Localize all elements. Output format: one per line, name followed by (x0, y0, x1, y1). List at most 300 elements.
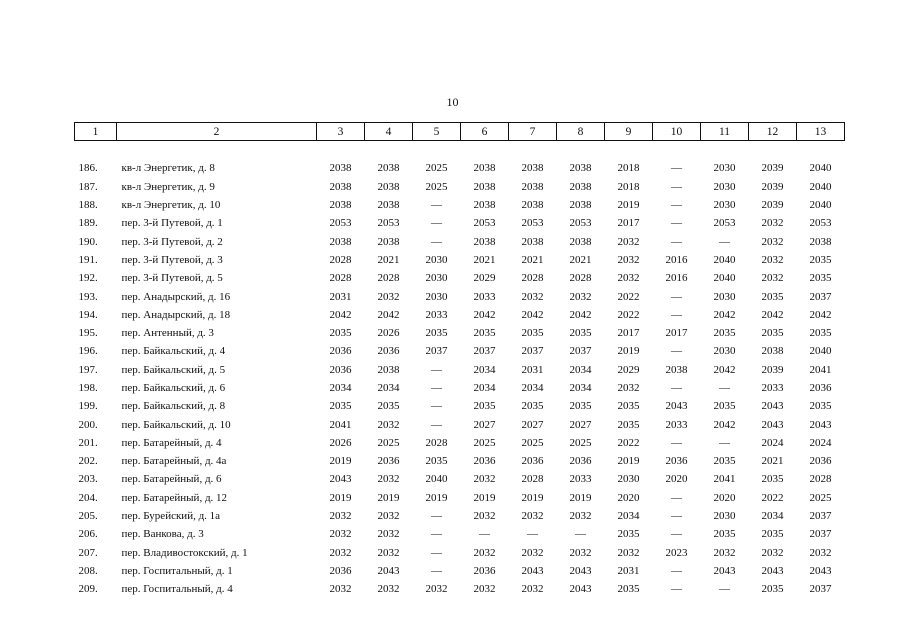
year-cell: 2043 (761, 564, 784, 577)
year-cell: 2032 (617, 272, 640, 285)
year-cell: 2019 (617, 455, 640, 468)
year-cell: 2038 (377, 162, 400, 175)
year-cell: 2035 (329, 400, 352, 413)
year-cell: 2037 (473, 345, 496, 358)
year-cell: 2053 (329, 217, 352, 230)
table-row (75, 562, 845, 580)
year-cell: 2035 (809, 253, 832, 266)
year-cell: — (671, 436, 682, 449)
year-cell: 2030 (713, 199, 736, 212)
year-cell: — (479, 528, 490, 541)
year-cell: 2035 (713, 528, 736, 541)
year-cell: 2042 (473, 308, 496, 321)
year-cell: 2038 (473, 235, 496, 248)
year-cell: 2024 (809, 436, 832, 449)
year-cell: 2043 (809, 418, 832, 431)
address-cell: пер. Байкальский, д. 8 (121, 400, 226, 413)
row-number: 186. (78, 162, 98, 175)
year-cell: 2034 (569, 363, 592, 376)
year-cell: 2042 (713, 363, 736, 376)
table-row (75, 544, 845, 562)
year-cell: 2038 (377, 235, 400, 248)
header-row (75, 123, 845, 141)
year-cell: 2028 (425, 436, 448, 449)
address-cell: пер. 3-й Путевой, д. 3 (121, 253, 223, 266)
year-cell: 2043 (761, 400, 784, 413)
row-number: 208. (78, 564, 98, 577)
year-cell: 2038 (521, 235, 544, 248)
year-cell: 2035 (761, 327, 784, 340)
year-cell: — (671, 583, 682, 596)
year-cell: 2038 (377, 199, 400, 212)
year-cell: 2028 (521, 272, 544, 285)
year-cell: 2032 (329, 510, 352, 523)
year-cell: 2032 (473, 546, 496, 559)
year-cell: 2032 (329, 528, 352, 541)
year-cell: 2037 (809, 510, 832, 523)
year-cell: 2033 (761, 382, 784, 394)
year-cell: 2036 (473, 455, 496, 468)
year-cell: 2035 (521, 400, 544, 413)
year-cell: 2032 (329, 583, 352, 596)
year-cell: 2031 (329, 290, 352, 303)
year-cell: 2022 (761, 491, 784, 504)
table-row (75, 397, 845, 415)
year-cell: — (431, 528, 442, 541)
year-cell: 2025 (425, 180, 448, 193)
table-row (75, 306, 845, 324)
row-number: 197. (78, 363, 98, 376)
year-cell: 2038 (329, 235, 352, 248)
year-cell: 2022 (617, 436, 640, 449)
year-cell: 2032 (761, 217, 784, 230)
table-row (75, 470, 845, 488)
year-cell: 2037 (809, 290, 832, 303)
year-cell: 2037 (425, 345, 448, 358)
year-cell: 2028 (809, 473, 832, 486)
row-number: 189. (78, 217, 98, 230)
address-cell: пер. Госпитальный, д. 4 (121, 583, 233, 596)
year-cell: — (671, 564, 682, 577)
row-number: 207. (78, 546, 98, 559)
address-cell: пер. Батарейный, д. 4 (121, 436, 222, 449)
year-cell: 2021 (473, 253, 496, 266)
year-cell: 2032 (377, 528, 400, 541)
year-cell: 2032 (521, 290, 544, 303)
year-cell: 2019 (329, 455, 352, 468)
address-cell: пер. Владивостокский, д. 1 (121, 546, 248, 559)
address-cell: пер. Анадырский, д. 18 (121, 308, 231, 321)
year-cell: 2034 (473, 382, 496, 394)
year-cell: 2025 (521, 436, 544, 449)
year-cell: 2033 (425, 308, 448, 321)
column-header: 6 (461, 123, 509, 141)
year-cell: 2041 (809, 363, 832, 376)
year-cell: 2039 (761, 363, 784, 376)
year-cell: 2039 (761, 180, 784, 193)
year-cell: 2024 (761, 436, 784, 449)
year-cell: — (671, 382, 682, 394)
year-cell: 2043 (665, 400, 688, 413)
year-cell: 2038 (569, 199, 592, 212)
table-row (75, 159, 845, 177)
year-cell: 2019 (473, 491, 496, 504)
year-cell: 2038 (329, 199, 352, 212)
row-number: 206. (78, 528, 98, 541)
year-cell: 2030 (713, 180, 736, 193)
year-cell: 2036 (377, 455, 400, 468)
year-cell: 2035 (329, 327, 352, 340)
year-cell: 2032 (377, 290, 400, 303)
address-cell: пер. Байкальский, д. 10 (121, 418, 231, 431)
year-cell: 2038 (665, 363, 688, 376)
column-header: 12 (749, 123, 797, 141)
table-row (75, 525, 845, 543)
year-cell: — (431, 418, 442, 431)
year-cell: 2038 (569, 180, 592, 193)
year-cell: 2038 (329, 180, 352, 193)
table-row (75, 379, 845, 397)
year-cell: 2040 (809, 345, 832, 358)
address-cell: пер. 3-й Путевой, д. 1 (121, 217, 223, 230)
year-cell: 2017 (665, 327, 688, 340)
year-cell: — (671, 217, 682, 230)
year-cell: 2036 (809, 382, 832, 394)
row-number: 201. (78, 436, 98, 449)
table-row (75, 232, 845, 250)
year-cell: — (719, 436, 730, 449)
column-header: 3 (317, 123, 365, 141)
year-cell: 2033 (473, 290, 496, 303)
year-cell: 2026 (377, 327, 400, 340)
year-cell: — (431, 564, 442, 577)
year-cell: 2020 (713, 491, 736, 504)
year-cell: 2053 (377, 217, 400, 230)
table-row (75, 196, 845, 214)
year-cell: 2030 (713, 510, 736, 523)
year-cell: 2031 (521, 363, 544, 376)
year-cell: 2041 (329, 418, 352, 431)
year-cell: — (671, 528, 682, 541)
year-cell: 2038 (569, 162, 592, 175)
year-cell: 2043 (569, 583, 592, 596)
year-cell: 2032 (617, 235, 640, 248)
year-cell: 2036 (329, 564, 352, 577)
year-cell: 2035 (569, 400, 592, 413)
address-cell: пер. Госпитальный, д. 1 (121, 564, 233, 577)
year-cell: 2032 (617, 382, 640, 394)
address-cell: пер. Антенный, д. 3 (121, 327, 214, 340)
column-header: 7 (509, 123, 557, 141)
year-cell: 2034 (761, 510, 784, 523)
year-cell: 2032 (521, 546, 544, 559)
year-cell: 2039 (761, 199, 784, 212)
address-cell: пер. 3-й Путевой, д. 5 (121, 272, 223, 285)
address-cell: пер. Бурейский, д. 1а (121, 510, 221, 523)
year-cell: 2032 (809, 546, 832, 559)
row-number: 187. (78, 180, 98, 193)
year-cell: 2038 (809, 235, 832, 248)
year-cell: 2053 (713, 217, 736, 230)
year-cell: — (671, 162, 682, 175)
year-cell: 2022 (617, 290, 640, 303)
row-number: 192. (78, 272, 98, 285)
year-cell: 2043 (809, 564, 832, 577)
year-cell: 2030 (713, 345, 736, 358)
year-cell: 2040 (425, 473, 448, 486)
year-cell: 2038 (329, 162, 352, 175)
year-cell: 2043 (569, 564, 592, 577)
year-cell: 2022 (617, 308, 640, 321)
address-cell: кв-л Энергетик, д. 9 (121, 180, 215, 193)
year-cell: 2038 (521, 162, 544, 175)
year-cell: 2053 (521, 217, 544, 230)
year-cell: 2032 (617, 546, 640, 559)
year-cell: 2037 (521, 345, 544, 358)
year-cell: 2028 (329, 253, 352, 266)
row-number: 191. (78, 253, 98, 266)
year-cell: 2038 (761, 345, 784, 358)
year-cell: 2019 (617, 345, 640, 358)
address-cell: пер. Байкальский, д. 4 (121, 345, 226, 358)
year-cell: 2034 (617, 510, 640, 523)
year-cell: 2018 (617, 180, 640, 193)
year-cell: — (431, 382, 442, 394)
year-cell: 2032 (713, 546, 736, 559)
year-cell: 2019 (617, 199, 640, 212)
row-number: 204. (78, 491, 98, 504)
year-cell: 2028 (329, 272, 352, 285)
year-cell: 2030 (713, 290, 736, 303)
table-row (75, 361, 845, 379)
row-number: 203. (78, 473, 98, 486)
year-cell: 2040 (713, 253, 736, 266)
year-cell: 2038 (521, 180, 544, 193)
column-header: 5 (413, 123, 461, 141)
year-cell: 2035 (617, 418, 640, 431)
year-cell: 2032 (521, 583, 544, 596)
year-cell: 2027 (569, 418, 592, 431)
year-cell: 2032 (761, 546, 784, 559)
year-cell: 2038 (377, 363, 400, 376)
year-cell: 2035 (473, 327, 496, 340)
year-cell: 2032 (569, 546, 592, 559)
table-row (75, 287, 845, 305)
table-row (75, 342, 845, 360)
year-cell: 2031 (617, 564, 640, 577)
table-row (75, 452, 845, 470)
table-row (75, 178, 845, 196)
row-number: 199. (78, 400, 98, 413)
year-cell: 2040 (809, 180, 832, 193)
year-cell: 2027 (521, 418, 544, 431)
column-header: 9 (605, 123, 653, 141)
year-cell: — (671, 290, 682, 303)
year-cell: — (719, 235, 730, 248)
row-number: 198. (78, 382, 98, 394)
year-cell: 2038 (377, 180, 400, 193)
year-cell: 2025 (809, 491, 832, 504)
year-cell: 2036 (473, 564, 496, 577)
year-cell: 2021 (521, 253, 544, 266)
year-cell: 2035 (761, 290, 784, 303)
year-cell: 2043 (329, 473, 352, 486)
year-cell: 2036 (377, 345, 400, 358)
year-cell: 2035 (809, 400, 832, 413)
row-number: 196. (78, 345, 98, 358)
year-cell: 2037 (809, 583, 832, 596)
row-number: 193. (78, 290, 98, 303)
year-cell: — (671, 180, 682, 193)
year-cell: 2025 (425, 162, 448, 175)
year-cell: 2030 (425, 272, 448, 285)
year-cell: 2030 (617, 473, 640, 486)
year-cell: 2035 (809, 272, 832, 285)
year-cell: — (671, 345, 682, 358)
year-cell: 2035 (617, 528, 640, 541)
year-cell: 2017 (617, 327, 640, 340)
year-cell: 2035 (809, 327, 832, 340)
year-cell: 2032 (473, 583, 496, 596)
address-cell: пер. Батарейный, д. 12 (121, 491, 228, 504)
column-header: 13 (797, 123, 845, 141)
year-cell: 2032 (521, 510, 544, 523)
year-cell: 2032 (425, 583, 448, 596)
year-cell: 2042 (521, 308, 544, 321)
year-cell: 2032 (569, 290, 592, 303)
address-cell: пер. Анадырский, д. 16 (121, 290, 231, 303)
year-cell: 2035 (521, 327, 544, 340)
row-number: 202. (78, 455, 98, 468)
year-cell: 2053 (809, 217, 832, 230)
row-number: 195. (78, 327, 98, 340)
table-row (75, 415, 845, 433)
year-cell: 2040 (809, 162, 832, 175)
year-cell: 2032 (377, 510, 400, 523)
year-cell: 2032 (761, 253, 784, 266)
year-cell: 2035 (617, 583, 640, 596)
year-cell: 2029 (617, 363, 640, 376)
year-cell: 2032 (473, 473, 496, 486)
year-cell: 2037 (809, 528, 832, 541)
table-row (75, 507, 845, 525)
year-cell: 2019 (569, 491, 592, 504)
year-cell: 2035 (761, 528, 784, 541)
year-cell: 2034 (329, 382, 352, 394)
table-body (75, 141, 845, 599)
year-cell: 2032 (377, 418, 400, 431)
year-cell: — (671, 510, 682, 523)
address-cell: кв-л Энергетик, д. 8 (121, 162, 215, 175)
year-cell: 2043 (521, 564, 544, 577)
year-cell: 2021 (569, 253, 592, 266)
address-cell: кв-л Энергетик, д. 10 (121, 199, 221, 212)
year-cell: 2042 (329, 308, 352, 321)
year-cell: — (431, 235, 442, 248)
year-cell: 2030 (425, 290, 448, 303)
year-cell: 2036 (329, 363, 352, 376)
year-cell: — (431, 199, 442, 212)
row-number: 209. (78, 583, 98, 596)
table-row (75, 434, 845, 452)
year-cell: 2019 (377, 491, 400, 504)
year-cell: 2038 (521, 199, 544, 212)
year-cell: 2053 (569, 217, 592, 230)
year-cell: 2036 (329, 345, 352, 358)
year-cell: 2036 (809, 455, 832, 468)
year-cell: 2036 (665, 455, 688, 468)
year-cell: 2042 (761, 308, 784, 321)
year-cell: — (719, 382, 730, 394)
year-cell: 2016 (665, 253, 688, 266)
column-header: 2 (117, 123, 317, 141)
year-cell: 2032 (329, 546, 352, 559)
address-cell: пер. Батарейный, д. 4а (121, 455, 227, 468)
year-cell: 2035 (425, 455, 448, 468)
row-number: 190. (78, 235, 98, 248)
year-cell: 2037 (569, 345, 592, 358)
year-cell: 2042 (809, 308, 832, 321)
year-cell: — (431, 217, 442, 230)
year-cell: 2053 (473, 217, 496, 230)
year-cell: 2035 (761, 583, 784, 596)
year-cell: — (671, 235, 682, 248)
year-cell: 2030 (713, 162, 736, 175)
table-row (75, 269, 845, 287)
year-cell: 2035 (761, 473, 784, 486)
year-cell: 2034 (569, 382, 592, 394)
year-cell: 2025 (377, 436, 400, 449)
column-header: 1 (75, 123, 117, 141)
year-cell: 2032 (377, 473, 400, 486)
row-number: 200. (78, 418, 98, 431)
year-cell: 2034 (521, 382, 544, 394)
column-header: 8 (557, 123, 605, 141)
address-cell: пер. Ванкова, д. 3 (121, 528, 204, 541)
address-cell: пер. Байкальский, д. 6 (121, 382, 226, 394)
year-cell: 2042 (713, 308, 736, 321)
year-cell: 2029 (473, 272, 496, 285)
year-cell: 2042 (569, 308, 592, 321)
year-cell: — (671, 199, 682, 212)
page-number: 10 (446, 95, 459, 109)
table-row (75, 251, 845, 269)
year-cell: 2032 (377, 583, 400, 596)
year-cell: 2035 (617, 400, 640, 413)
table-row (75, 489, 845, 507)
year-cell: 2019 (425, 491, 448, 504)
year-cell: 2038 (473, 180, 496, 193)
year-cell: 2036 (569, 455, 592, 468)
year-cell: 2043 (377, 564, 400, 577)
year-cell: 2032 (617, 253, 640, 266)
year-cell: 2041 (713, 473, 736, 486)
year-cell: 2019 (329, 491, 352, 504)
year-cell: 2028 (377, 272, 400, 285)
row-number: 205. (78, 510, 98, 523)
year-cell: 2017 (617, 217, 640, 230)
year-cell: 2032 (377, 546, 400, 559)
table-row (75, 214, 845, 232)
year-cell: 2020 (665, 473, 688, 486)
year-cell: 2032 (569, 510, 592, 523)
table-row (75, 580, 845, 598)
year-cell: 2035 (377, 400, 400, 413)
year-cell: 2025 (473, 436, 496, 449)
year-cell: 2036 (521, 455, 544, 468)
year-cell: 2038 (473, 199, 496, 212)
year-cell: 2042 (377, 308, 400, 321)
